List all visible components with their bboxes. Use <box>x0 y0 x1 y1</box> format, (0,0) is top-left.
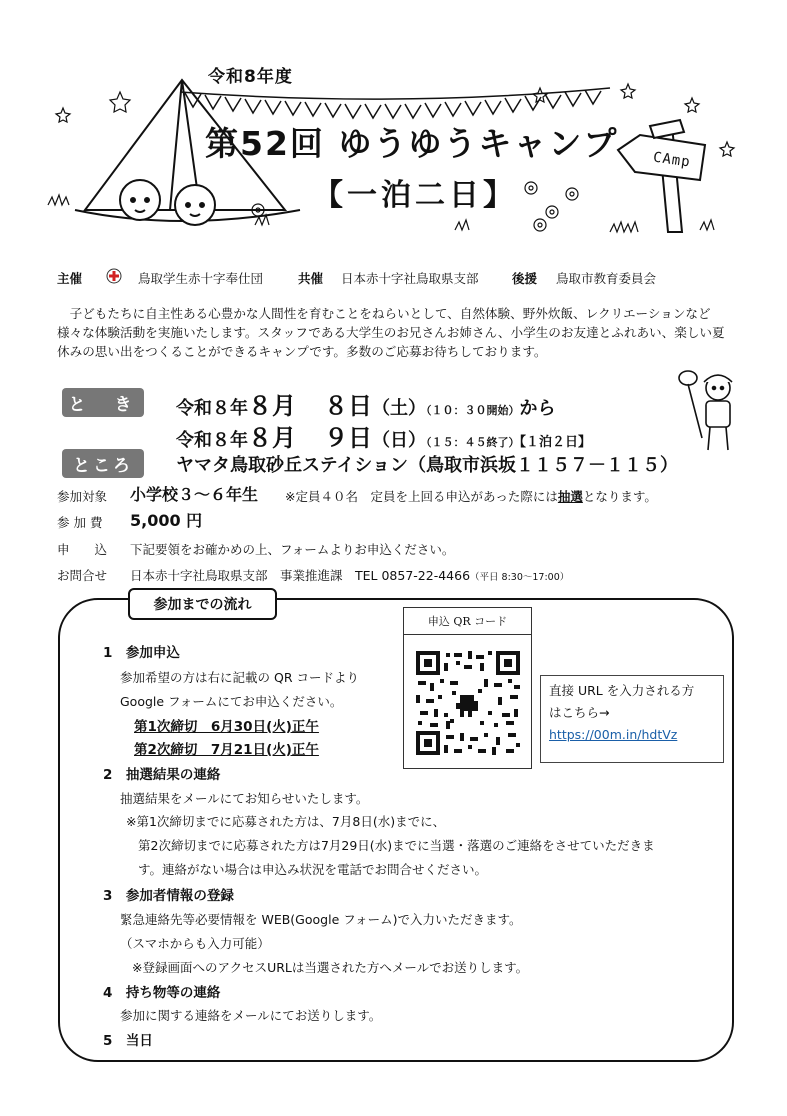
target-note: ※定員４０名 定員を上回る申込があった際には抽選となります。 <box>285 489 657 504</box>
step-1-line-2: Google フォームにてお申込ください。 <box>120 694 343 709</box>
step-2-line-4: す。連絡がない場合は申込み状況を電話でお問合せください。 <box>138 862 488 877</box>
step-2-heading: 2 抽選結果の連絡 <box>103 767 221 783</box>
direct-url-line1: 直接 URL を入力される方 <box>549 683 695 698</box>
children-icon <box>120 180 215 225</box>
step-2-line-1: 抽選結果をメールにてお知らせいたします。 <box>120 791 369 806</box>
fee-label: 参 加 費 <box>57 515 103 530</box>
boy-with-net-icon <box>672 368 744 460</box>
step-3-line-1: 緊急連絡先等必要情報を WEB(Google フォーム)で入力いただきます。 <box>120 912 522 927</box>
target-value: 小学校３～６年生 <box>130 485 259 504</box>
qr-label: 申込 QR コード <box>403 607 532 635</box>
step-4-line-1: 参加に関する連絡をメールにてお送りします。 <box>120 1008 382 1023</box>
flow-title: 参加までの流れ <box>128 588 277 620</box>
red-cross-icon <box>106 268 122 284</box>
target-label: 参加対象 <box>57 489 108 504</box>
camp-sign-icon <box>618 120 705 232</box>
camp-sign-text: CAmp <box>652 149 692 171</box>
support-label: 後援 <box>512 271 538 286</box>
intro-text: 子どもたちに自主性ある心豊かな人間性を育むことをねらいとして、自然体験、野外炊飯、レクリエーションなど様々な体験活動を実施いたします。スタッフである大学生のお兄さんお姉さん、小学生のお友達とふれあい、楽しい夏休みの思い出をつくることができるキャンプです。多数のご応募お待ちしております。 <box>57 306 725 359</box>
step-3-line-3: ※登録画面へのアクセスURLは当選された方へメールでお送りします。 <box>132 960 529 975</box>
direct-url-line2: はこちら→ <box>549 705 610 720</box>
co-label: 共催 <box>298 271 324 286</box>
qr-box <box>403 634 532 769</box>
host-label: 主催 <box>57 271 83 286</box>
page-title: 第52回 ゆうゆうキャンプ <box>205 124 619 163</box>
contact-label: お問合せ <box>57 568 108 583</box>
support-name: 鳥取市教育委員会 <box>556 271 657 286</box>
step-4-heading: 4 持ち物等の連絡 <box>103 985 221 1001</box>
step-2-line-2: ※第1次締切までに応募された方は、7月8日(水)までに、 <box>126 814 446 829</box>
when-label: と き <box>62 388 144 417</box>
step-1-line-1: 参加希望の方は右に記載の QR コードより <box>120 670 359 685</box>
step-3-line-2: （スマホからも入力可能） <box>120 936 270 951</box>
qr-code-icon[interactable] <box>414 649 522 757</box>
host-name: 鳥取学生赤十字奉仕団 <box>138 271 264 286</box>
step-3-heading: 3 参加者情報の登録 <box>103 888 234 904</box>
step-1-heading: 1 参加申込 <box>103 645 180 661</box>
year-label: 令和8年度 <box>208 67 293 87</box>
where-label: ところ <box>62 449 144 478</box>
when-line-1: 令和８年８月 ８日（土）（１０：３０開始）から <box>176 392 556 420</box>
co-name: 日本赤十字社鳥取県支部 <box>341 271 479 286</box>
contact-value: 日本赤十字社鳥取県支部 事業推進課 TEL 0857-22-4466（平日 8:30～17:00） <box>130 568 570 583</box>
bunting-icon <box>180 88 610 118</box>
where-value: ヤマタ鳥取砂丘ステイション（鳥取市浜坂１１５７－１１５） <box>176 455 679 476</box>
page-subtitle: 【一泊二日】 <box>313 178 517 213</box>
apply-value: 下記要領をお確かめの上、フォームよりお申込ください。 <box>130 542 455 557</box>
step-5-heading: 5 当日 <box>103 1033 153 1049</box>
deadline-2: 第2次締切 7月21日(火)正午 <box>134 742 319 758</box>
apply-label: 申 込 <box>57 542 108 557</box>
fee-value: 5,000 円 <box>130 511 203 530</box>
when-line-2: 令和８年８月 ９日（日）（１５：４５終了）【１泊２日】 <box>176 424 592 452</box>
deadline-1: 第1次締切 6月30日(火)正午 <box>134 719 319 735</box>
step-2-line-3: 第2次締切までに応募された方は7月29日(水)までに当選・落選のご連絡をさせていただきま <box>138 838 655 853</box>
direct-url-link[interactable]: https://00m.in/hdtVz <box>549 727 678 742</box>
direct-url-box <box>540 675 724 763</box>
